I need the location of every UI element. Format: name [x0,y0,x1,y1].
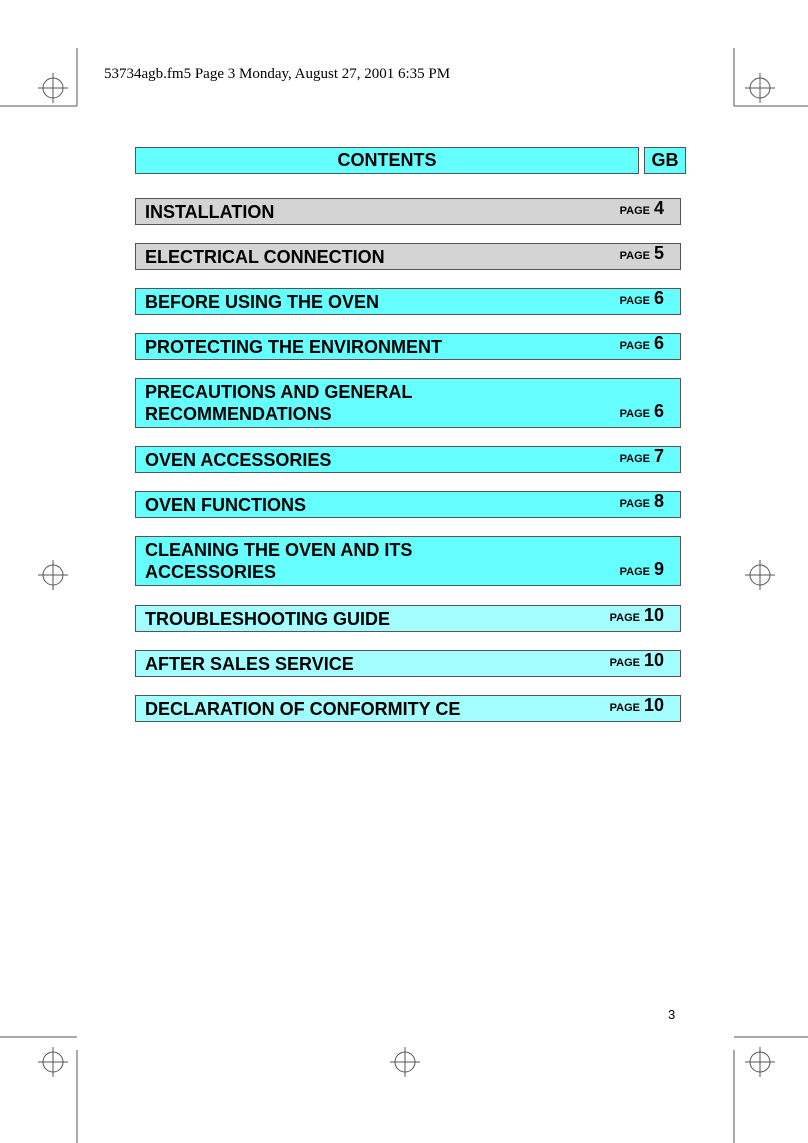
toc-entry-pageref: PAGE 9 [619,559,664,579]
toc-entry-cleaning-oven[interactable] [135,536,681,586]
toc-entry-pageref: PAGE 8 [619,491,664,511]
toc-entry-title: PROTECTING THE ENVIRONMENT [145,337,443,357]
toc-entry-title: OVEN FUNCTIONS [145,495,307,515]
toc-entry-protecting-environment[interactable] [135,333,681,360]
toc-entry-pageref: PAGE 6 [619,288,664,308]
toc-entry-declaration-conformity[interactable] [135,695,681,722]
toc-entry-troubleshooting[interactable] [135,605,681,632]
toc-entry-electrical-connection[interactable] [135,243,681,270]
toc-entry-installation[interactable] [135,198,681,225]
toc-entry-title: DECLARATION OF CONFORMITY CE [145,699,461,719]
toc-entry-pageref: PAGE 4 [619,198,664,218]
toc-entry-pageref: PAGE 10 [609,605,664,625]
toc-entry-title: OVEN ACCESSORIES [145,450,332,470]
toc-entry-pageref: PAGE 7 [619,446,664,466]
toc-entry-title: PRECAUTIONS AND GENERAL RECOMMENDATIONS [145,382,413,424]
toc-entry-before-using-oven[interactable] [135,288,681,315]
file-info-header: 53734agb.fm5 Page 3 Monday, August 27, 2001 6:35 PM [104,66,451,82]
toc-entry-pageref: PAGE 6 [619,333,664,353]
toc-entry-title: BEFORE USING THE OVEN [145,292,380,312]
toc-entry-oven-functions[interactable] [135,491,681,518]
page-number: 3 [668,1007,676,1022]
toc-entry-title: TROUBLESHOOTING GUIDE [145,609,391,629]
toc-entry-after-sales-service[interactable] [135,650,681,677]
toc-entry-pageref: PAGE 5 [619,243,664,263]
toc-entry-precautions[interactable] [135,378,681,428]
toc-entry-title: INSTALLATION [145,202,275,222]
contents-title: CONTENTS [135,147,639,174]
toc-entry-title: AFTER SALES SERVICE [145,654,354,674]
toc-entry-pageref: PAGE 10 [609,650,664,670]
toc-entry-oven-accessories[interactable] [135,446,681,473]
toc-entry-pageref: PAGE 6 [619,401,664,421]
toc-entry-title: ELECTRICAL CONNECTION [145,247,385,267]
toc-entry-pageref: PAGE 10 [609,695,664,715]
toc-entry-title: CLEANING THE OVEN AND ITS ACCESSORIES [145,540,413,582]
language-code: GB [644,147,686,174]
